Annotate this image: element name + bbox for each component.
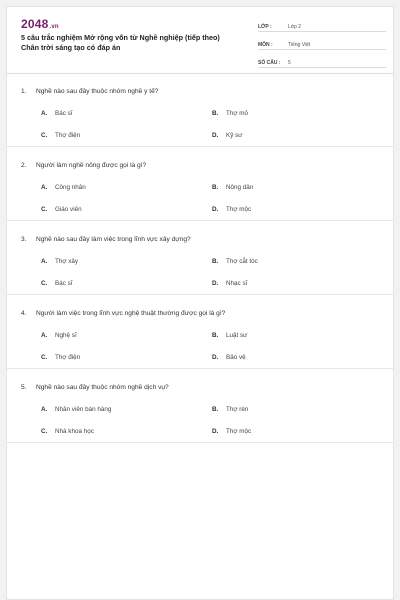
option-text: Bác sĩ — [55, 110, 73, 117]
option-key: C. — [41, 354, 48, 361]
option-text: Thợ điện — [55, 132, 81, 139]
option-d[interactable] — [212, 206, 251, 213]
option-key: C. — [41, 280, 48, 287]
meta-row-subject — [258, 35, 386, 50]
option-a[interactable] — [41, 258, 78, 265]
title-line-1: 5 câu trắc nghiệm Mở rộng vốn từ Nghề nghiệp (tiếp theo) — [21, 33, 220, 42]
question-prompt: Nghề nào sau đây thuộc nhóm nghề dịch vụ? — [36, 384, 169, 391]
question-number: 2. — [21, 162, 27, 169]
question-item — [7, 73, 393, 147]
meta-table — [258, 17, 386, 71]
option-key: B. — [212, 184, 219, 191]
option-key: A. — [41, 258, 48, 265]
option-d[interactable] — [212, 280, 247, 287]
option-d[interactable] — [212, 354, 246, 361]
option-a[interactable] — [41, 110, 73, 117]
option-text: Thợ mỏ — [226, 110, 248, 117]
meta-row-class — [258, 17, 386, 32]
worksheet-header — [7, 7, 393, 73]
question-text — [21, 384, 169, 391]
document-title — [21, 33, 251, 53]
title-line-2: Chân trời sáng tạo có đáp án — [21, 43, 121, 52]
question-item — [7, 147, 393, 221]
question-item — [7, 369, 393, 443]
option-key: D. — [212, 280, 219, 287]
question-number: 1. — [21, 88, 27, 95]
option-b[interactable] — [212, 258, 258, 265]
worksheet-page — [6, 6, 394, 600]
question-list — [7, 73, 393, 443]
option-c[interactable] — [41, 354, 80, 361]
option-text: Kỹ sư — [226, 132, 243, 139]
option-c[interactable] — [41, 428, 94, 435]
option-text: Thợ mộc — [226, 206, 252, 213]
question-number: 5. — [21, 384, 27, 391]
meta-key: LỚP : — [258, 24, 272, 30]
question-text — [21, 236, 191, 243]
option-key: B. — [212, 332, 219, 339]
option-key: D. — [212, 206, 219, 213]
option-c[interactable] — [41, 206, 82, 213]
option-key: B. — [212, 258, 219, 265]
option-b[interactable] — [212, 110, 248, 117]
option-text: Thợ xây — [55, 258, 79, 265]
option-a[interactable] — [41, 406, 111, 413]
option-b[interactable] — [212, 332, 247, 339]
option-c[interactable] — [41, 132, 80, 139]
option-key: C. — [41, 206, 48, 213]
meta-key: SỐ CÂU : — [258, 60, 281, 66]
option-text: Giáo viên — [55, 206, 82, 213]
option-key: D. — [212, 132, 219, 139]
question-item — [7, 221, 393, 295]
meta-row-count — [258, 53, 386, 68]
option-text: Công nhân — [55, 184, 86, 191]
question-item — [7, 295, 393, 369]
question-text — [21, 88, 158, 95]
logo-text: 2048 — [21, 17, 49, 31]
option-c[interactable] — [41, 280, 73, 287]
option-key: B. — [212, 406, 219, 413]
option-d[interactable] — [212, 132, 242, 139]
option-text: Bác sĩ — [55, 280, 73, 287]
option-key: A. — [41, 406, 48, 413]
option-key: C. — [41, 428, 48, 435]
option-text: Thợ rèn — [226, 406, 249, 413]
option-a[interactable] — [41, 332, 77, 339]
question-prompt: Người làm việc trong lĩnh vực nghệ thuật thường được gọi là gì? — [36, 310, 226, 317]
option-text: Luật sư — [226, 332, 248, 339]
option-text: Nhạc sĩ — [226, 280, 248, 287]
meta-value: Tiếng Việt — [288, 42, 311, 48]
question-number: 4. — [21, 310, 27, 317]
option-text: Nông dân — [226, 184, 254, 191]
option-text: Nghệ sĩ — [55, 332, 77, 339]
option-key: A. — [41, 110, 48, 117]
option-b[interactable] — [212, 406, 248, 413]
option-b[interactable] — [212, 184, 253, 191]
question-text — [21, 310, 225, 317]
site-logo[interactable] — [21, 17, 59, 31]
question-text — [21, 162, 146, 169]
option-d[interactable] — [212, 428, 251, 435]
option-text: Thợ điện — [55, 354, 81, 361]
option-key: B. — [212, 110, 219, 117]
option-text: Nhân viên bán hàng — [55, 406, 112, 413]
meta-value: 5 — [288, 60, 291, 66]
question-prompt: Nghề nào sau đây làm việc trong lĩnh vực xây dựng? — [36, 236, 191, 243]
option-key: D. — [212, 428, 219, 435]
option-key: D. — [212, 354, 219, 361]
question-number: 3. — [21, 236, 27, 243]
option-text: Bảo vệ — [226, 354, 246, 361]
option-key: A. — [41, 332, 48, 339]
option-a[interactable] — [41, 184, 86, 191]
option-key: C. — [41, 132, 48, 139]
option-text: Thợ cắt tóc — [226, 258, 258, 265]
option-key: A. — [41, 184, 48, 191]
option-text: Thợ mộc — [226, 428, 252, 435]
meta-value: Lớp 2 — [288, 24, 302, 30]
option-text: Nhà khoa học — [55, 428, 94, 435]
question-prompt: Người làm nghề nông được gọi là gì? — [36, 162, 147, 169]
meta-key: MÔN : — [258, 42, 273, 48]
logo-suffix: .vn — [49, 24, 59, 30]
question-prompt: Nghề nào sau đây thuộc nhóm nghề y tế? — [36, 88, 159, 95]
